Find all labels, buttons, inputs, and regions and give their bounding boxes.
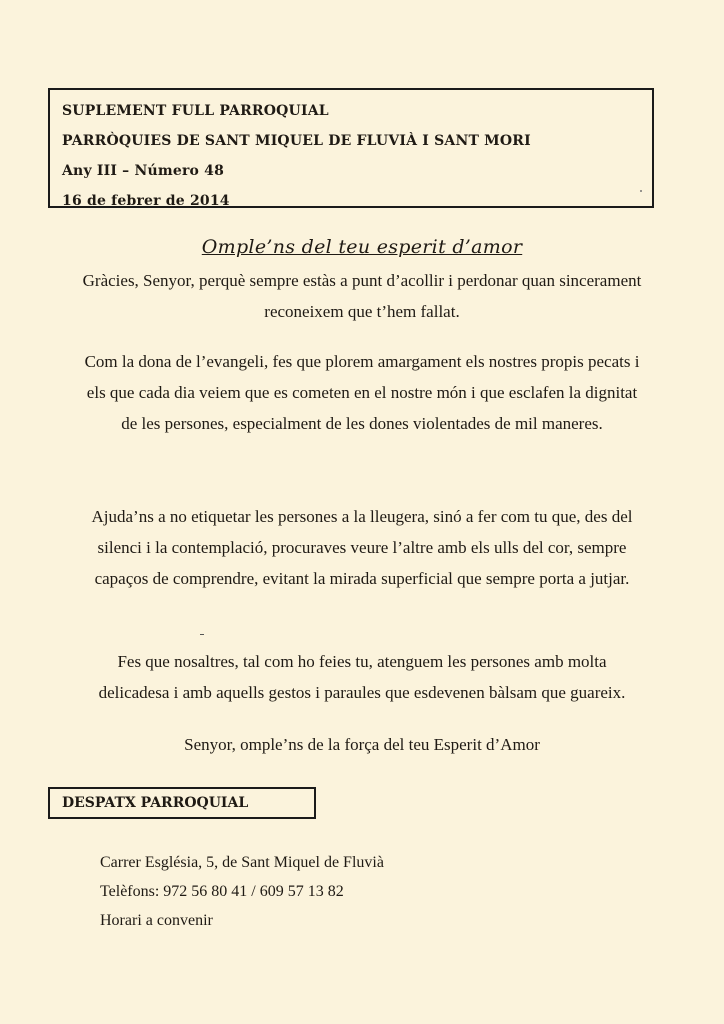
prayer-paragraph-3: Ajuda’ns a no etiquetar les persones a la lleugera, sinó a fer com tu que, des del silenci i la contemplació, procuraves veure l’altre amb els ulls del cor, sempre capaços de comprendre, evitant la mirada superficial que sempre porta a jutjar. [91, 507, 633, 588]
prayer-paragraph-4: Fes que nosaltres, tal com ho feies tu, atenguem les persones amb molta delicadesa i amb aquells gestos i paraules que esdevenen bàlsam que guareix. [98, 652, 626, 702]
parishes-name: PARRÒQUIES DE SANT MIQUEL DE FLUVIÀ I SANT MORI [62, 133, 531, 149]
prayer-title: Omple’ns del teu esperit d’amor [201, 236, 523, 258]
header-box [48, 88, 654, 208]
despatx-heading-box [48, 787, 316, 819]
contact-info [100, 848, 384, 935]
paper-speck [640, 190, 642, 192]
stray-mark [200, 634, 204, 635]
issue-date: 16 de febrer de 2014 [62, 193, 230, 209]
despatx-heading: DESPATX PARROQUIAL [62, 795, 249, 811]
phones: Telèfons: 972 56 80 41 / 609 57 13 82 [100, 883, 344, 900]
address: Carrer Església, 5, de Sant Miquel de Fluvià [100, 854, 384, 871]
prayer-paragraph-1: Gràcies, Senyor, perquè sempre estàs a punt d’acollir i perdonar quan sincerament reconeixem que t’hem fallat. [82, 271, 642, 321]
prayer-closing: Senyor, omple’ns de la força del teu Esperit d’Amor [184, 735, 540, 754]
hours: Horari a convenir [100, 912, 213, 929]
bulletin-name: SUPLEMENT FULL PARROQUIAL [62, 103, 329, 119]
prayer-paragraph-2: Com la dona de l’evangeli, fes que plorem amargament els nostres propis pecats i els que cada dia veiem que es cometen en el nostre món i que esclafen la dignitat de les persones, especialment de les dones violentades de mil maneres. [84, 352, 640, 433]
issue-number: Any III – Número 48 [62, 163, 225, 179]
